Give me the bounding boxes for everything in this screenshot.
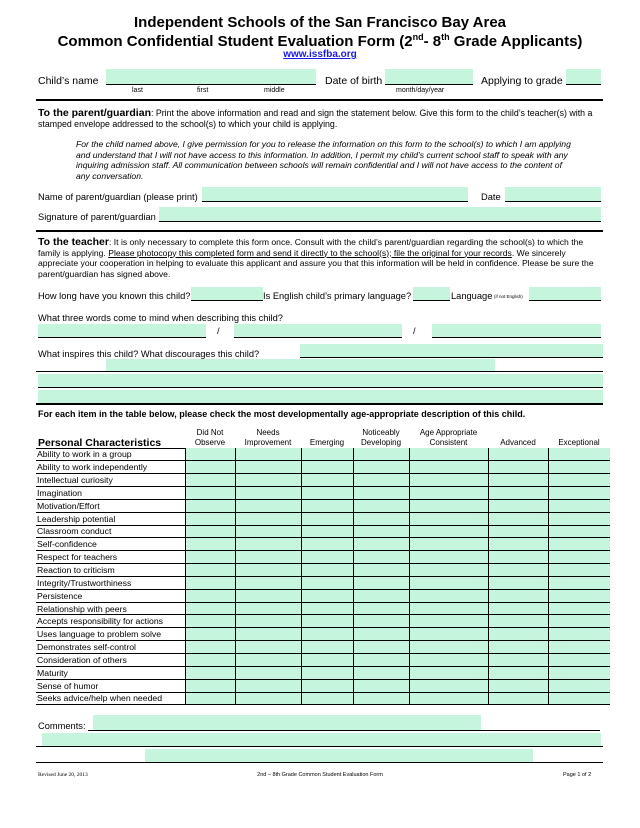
rating-cell[interactable] (235, 679, 301, 692)
characteristic-label: Maturity (36, 666, 185, 679)
rating-cell[interactable] (301, 589, 353, 602)
rating-cell[interactable] (353, 564, 409, 577)
rating-cell[interactable] (488, 654, 548, 667)
rating-cell[interactable] (185, 487, 235, 500)
answer-line (36, 746, 603, 747)
evaluation-table (36, 448, 610, 705)
rating-cell[interactable] (488, 512, 548, 525)
characteristic-label: Classroom conduct (36, 525, 185, 538)
table-row (36, 448, 610, 461)
language-label: Language (451, 291, 493, 301)
inspires-field-line1[interactable] (300, 344, 603, 358)
characteristic-label: Imagination (36, 487, 185, 500)
rating-cell[interactable] (301, 499, 353, 512)
rating-cell[interactable] (488, 474, 548, 487)
rating-cell[interactable] (548, 628, 610, 641)
dob-field[interactable] (385, 69, 473, 85)
rating-cell[interactable] (548, 551, 610, 564)
section-divider (36, 230, 603, 232)
rating-cell[interactable] (548, 589, 610, 602)
rating-cell[interactable] (409, 576, 488, 589)
parent-instructions: To the parent/guardian: Print the above information and read and sign the statement below. Give this form to the child’s teacher(s) with a stamped envelope addressed to the school(s) to which your child is applying. (38, 107, 593, 129)
child-name-field[interactable] (106, 69, 316, 85)
rating-cell[interactable] (488, 602, 548, 615)
rating-cell[interactable] (353, 602, 409, 615)
signature-field[interactable] (159, 207, 601, 222)
table-row (36, 628, 610, 641)
characteristic-label: Ability to work independently (36, 461, 185, 474)
rating-cell[interactable] (185, 538, 235, 551)
comments-field-line3[interactable] (145, 749, 533, 762)
rating-cell[interactable] (301, 448, 353, 461)
rating-cell[interactable] (235, 525, 301, 538)
table-row (36, 666, 610, 679)
evaluation-instruction: For each item in the table below, please check the most developmentally age-appropriate description of this child. (38, 409, 526, 419)
dob-sub: month/day/year (396, 87, 445, 94)
rating-cell[interactable] (409, 487, 488, 500)
rating-cell[interactable] (353, 589, 409, 602)
rating-cell[interactable] (548, 448, 610, 461)
rating-cell[interactable] (409, 692, 488, 705)
col-noticeably-developing: Noticeably Developing (360, 428, 402, 447)
rating-cell[interactable] (488, 525, 548, 538)
rating-cell[interactable] (353, 666, 409, 679)
characteristic-label: Reaction to criticism (36, 564, 185, 577)
rating-cell[interactable] (301, 602, 353, 615)
rating-cell[interactable] (409, 628, 488, 641)
rating-cell[interactable] (235, 576, 301, 589)
characteristic-label: Motivation/Effort (36, 499, 185, 512)
rating-cell[interactable] (235, 589, 301, 602)
rating-cell[interactable] (235, 692, 301, 705)
rating-cell[interactable] (488, 628, 548, 641)
table-row (36, 461, 610, 474)
rating-cell[interactable] (235, 628, 301, 641)
how-long-field[interactable] (191, 287, 263, 301)
rating-cell[interactable] (488, 448, 548, 461)
language-note: (if not English) (494, 294, 523, 299)
col-needs-improvement: Needs Improvement (244, 428, 292, 447)
inspires-field-line3[interactable] (38, 374, 603, 388)
name-sub-middle: middle (264, 87, 285, 94)
rating-cell[interactable] (353, 576, 409, 589)
parent-statement: For the child named above, I give permission for you to release the information on this form to the school(s) to which I am applying and understand that I will not have access to this information. In addition, I permit my child’s current school staff to speak with any inquiring admission staff. All communication between schools will remain confidential and I will not have access to the content of any conversation. (76, 139, 571, 181)
rating-cell[interactable] (353, 461, 409, 474)
table-row (36, 564, 610, 577)
table-row (36, 589, 610, 602)
rating-cell[interactable] (548, 615, 610, 628)
characteristic-label: Seeks advice/help when needed (36, 692, 185, 705)
rating-cell[interactable] (185, 615, 235, 628)
rating-cell[interactable] (185, 589, 235, 602)
signature-label: Signature of parent/guardian (38, 212, 156, 222)
characteristic-label: Self-confidence (36, 538, 185, 551)
rating-cell[interactable] (185, 576, 235, 589)
rating-cell[interactable] (185, 461, 235, 474)
rating-cell[interactable] (488, 538, 548, 551)
rating-cell[interactable] (353, 474, 409, 487)
rating-cell[interactable] (185, 551, 235, 564)
rating-cell[interactable] (409, 525, 488, 538)
characteristic-label: Demonstrates self-control (36, 641, 185, 654)
rating-cell[interactable] (409, 538, 488, 551)
rating-cell[interactable] (548, 487, 610, 500)
rating-cell[interactable] (301, 679, 353, 692)
rating-cell[interactable] (409, 589, 488, 602)
word-1-field[interactable] (38, 324, 206, 338)
rating-cell[interactable] (301, 461, 353, 474)
rating-cell[interactable] (301, 564, 353, 577)
rating-cell[interactable] (301, 512, 353, 525)
rating-cell[interactable] (235, 461, 301, 474)
three-words-label: What three words come to mind when describing this child? (38, 313, 283, 323)
rating-cell[interactable] (409, 512, 488, 525)
characteristic-label: Ability to work in a group (36, 448, 185, 461)
rating-cell[interactable] (548, 679, 610, 692)
rating-cell[interactable] (409, 666, 488, 679)
rating-cell[interactable] (409, 499, 488, 512)
rating-cell[interactable] (235, 474, 301, 487)
rating-cell[interactable] (353, 551, 409, 564)
rating-cell[interactable] (548, 692, 610, 705)
grade-label: Applying to grade (481, 75, 563, 87)
rating-cell[interactable] (185, 448, 235, 461)
rating-cell[interactable] (301, 654, 353, 667)
rating-cell[interactable] (409, 551, 488, 564)
rating-cell[interactable] (301, 615, 353, 628)
rating-cell[interactable] (488, 564, 548, 577)
col-age-appropriate: Age Appropriate Consistent (419, 428, 478, 447)
table-row (36, 525, 610, 538)
rating-cell[interactable] (409, 654, 488, 667)
rating-cell[interactable] (488, 679, 548, 692)
rating-cell[interactable] (548, 564, 610, 577)
dob-label: Date of birth (325, 75, 383, 87)
col-did-not-observe: Did Not Observe (194, 428, 226, 447)
rating-cell[interactable] (409, 602, 488, 615)
rating-cell[interactable] (235, 551, 301, 564)
rating-cell[interactable] (409, 448, 488, 461)
rating-cell[interactable] (235, 487, 301, 500)
rating-cell[interactable] (185, 679, 235, 692)
table-row (36, 692, 610, 705)
rating-cell[interactable] (301, 628, 353, 641)
rating-cell[interactable] (353, 628, 409, 641)
inspires-label: What inspires this child? What discourages this child? (38, 349, 260, 359)
rating-cell[interactable] (488, 589, 548, 602)
inspires-field-line2[interactable] (106, 359, 495, 371)
word-2-field[interactable] (234, 324, 402, 338)
rating-cell[interactable] (301, 666, 353, 679)
rating-cell[interactable] (488, 615, 548, 628)
characteristic-label: Integrity/Trustworthiness (36, 576, 185, 589)
rating-cell[interactable] (235, 538, 301, 551)
col-exceptional: Exceptional (558, 438, 600, 447)
rating-cell[interactable] (185, 666, 235, 679)
how-long-label: How long have you known this child? (38, 291, 191, 301)
col-emerging: Emerging (309, 438, 345, 447)
name-sub-last: last (132, 87, 143, 94)
rating-cell[interactable] (353, 615, 409, 628)
section-divider (36, 403, 603, 405)
rating-cell[interactable] (235, 499, 301, 512)
rating-cell[interactable] (548, 525, 610, 538)
characteristic-label: Consideration of others (36, 654, 185, 667)
rating-cell[interactable] (409, 679, 488, 692)
rating-cell[interactable] (548, 666, 610, 679)
rating-cell[interactable] (301, 474, 353, 487)
language-field[interactable] (529, 287, 601, 301)
rating-cell[interactable] (353, 512, 409, 525)
form-title-line1: Independent Schools of the San Francisco Bay Area (133, 14, 507, 31)
slash: / (217, 326, 220, 336)
rating-cell[interactable] (548, 641, 610, 654)
rating-cell[interactable] (235, 602, 301, 615)
answer-line (36, 762, 603, 763)
rating-cell[interactable] (488, 499, 548, 512)
characteristic-label: Accepts responsibility for actions (36, 615, 185, 628)
teacher-instructions: To the teacher: It is only necessary to complete this form once. Consult with the child’s parent/guardian regarding the school(s) to which the family is applying. Please photocopy this completed form and send it directly to the school(s); file the original for your records. We sincerely appreciate your cooperation in helping to evaluate this applicant and assure you that this information will be held in confidence. Please be sure the parent/guardian has signed above. (38, 236, 594, 279)
characteristic-label: Uses language to problem solve (36, 628, 185, 641)
rating-cell[interactable] (301, 641, 353, 654)
rating-cell[interactable] (301, 538, 353, 551)
parent-name-field[interactable] (202, 187, 468, 202)
rating-cell[interactable] (185, 474, 235, 487)
rating-cell[interactable] (548, 654, 610, 667)
footer-center: 2nd – 8th Grade Common Student Evaluation Form (257, 772, 383, 778)
inspires-field-line4[interactable] (38, 390, 603, 403)
rating-cell[interactable] (548, 602, 610, 615)
rating-cell[interactable] (301, 551, 353, 564)
answer-line (36, 371, 603, 372)
date-label: Date (481, 192, 501, 202)
table-row (36, 487, 610, 500)
comments-label: Comments: (38, 721, 86, 731)
comments-field-line1[interactable] (93, 715, 481, 730)
rating-cell[interactable] (353, 538, 409, 551)
rating-cell[interactable] (548, 538, 610, 551)
form-title-line2: Common Confidential Student Evaluation Form (2nd- 8th Grade Applicants) (57, 32, 583, 50)
rating-cell[interactable] (185, 499, 235, 512)
rating-cell[interactable] (353, 487, 409, 500)
characteristic-label: Persistence (36, 589, 185, 602)
rating-cell[interactable] (185, 602, 235, 615)
characteristic-label: Respect for teachers (36, 551, 185, 564)
table-row (36, 512, 610, 525)
rating-cell[interactable] (185, 525, 235, 538)
table-row (36, 615, 610, 628)
characteristic-label: Leadership potential (36, 512, 185, 525)
table-row (36, 474, 610, 487)
rating-cell[interactable] (353, 654, 409, 667)
characteristic-label: Intellectual curiosity (36, 474, 185, 487)
rating-cell[interactable] (235, 448, 301, 461)
website-link[interactable]: www.issfba.org (283, 49, 357, 60)
english-label: Is English child’s primary language? (263, 291, 412, 301)
slash: / (413, 326, 416, 336)
rating-cell[interactable] (235, 654, 301, 667)
personal-characteristics-header: Personal Characteristics (38, 437, 162, 449)
rating-cell[interactable] (488, 692, 548, 705)
table-row (36, 641, 610, 654)
table-row (36, 602, 610, 615)
table-row (36, 551, 610, 564)
rating-cell[interactable] (235, 666, 301, 679)
name-sub-first: first (197, 87, 209, 94)
comments-field-line2[interactable] (42, 733, 601, 746)
english-field[interactable] (413, 287, 450, 301)
rating-cell[interactable] (353, 641, 409, 654)
rating-cell[interactable] (488, 461, 548, 474)
rating-cell[interactable] (548, 499, 610, 512)
rating-cell[interactable] (488, 576, 548, 589)
rating-cell[interactable] (548, 576, 610, 589)
rating-cell[interactable] (409, 474, 488, 487)
rating-cell[interactable] (548, 512, 610, 525)
answer-line (88, 730, 600, 731)
rating-cell[interactable] (301, 576, 353, 589)
child-name-label: Child’s name (38, 75, 99, 87)
rating-cell[interactable] (409, 564, 488, 577)
table-row (36, 499, 610, 512)
grade-field[interactable] (566, 69, 601, 85)
characteristic-label: Sense of humor (36, 679, 185, 692)
rating-cell[interactable] (185, 654, 235, 667)
rating-cell[interactable] (185, 692, 235, 705)
table-row (36, 538, 610, 551)
rating-cell[interactable] (409, 461, 488, 474)
parent-name-label: Name of parent/guardian (please print) (38, 192, 198, 202)
rating-cell[interactable] (235, 615, 301, 628)
rating-cell[interactable] (353, 692, 409, 705)
rating-cell[interactable] (185, 564, 235, 577)
rating-cell[interactable] (353, 448, 409, 461)
section-divider (36, 99, 603, 101)
rating-cell[interactable] (235, 641, 301, 654)
rating-cell[interactable] (185, 512, 235, 525)
col-advanced: Advanced (500, 438, 536, 447)
table-row (36, 679, 610, 692)
rating-cell[interactable] (548, 474, 610, 487)
rating-cell[interactable] (548, 461, 610, 474)
rating-cell[interactable] (353, 525, 409, 538)
rating-cell[interactable] (409, 641, 488, 654)
rating-cell[interactable] (488, 551, 548, 564)
footer-page: Page 1 of 2 (563, 772, 592, 778)
word-3-field[interactable] (432, 324, 601, 338)
rating-cell[interactable] (301, 692, 353, 705)
rating-cell[interactable] (235, 512, 301, 525)
characteristic-label: Relationship with peers (36, 602, 185, 615)
rating-cell[interactable] (301, 487, 353, 500)
rating-cell[interactable] (353, 679, 409, 692)
rating-cell[interactable] (488, 666, 548, 679)
rating-cell[interactable] (409, 615, 488, 628)
rating-cell[interactable] (301, 525, 353, 538)
footer-revised: Revised June 20, 2013 (38, 772, 88, 778)
rating-cell[interactable] (235, 564, 301, 577)
rating-cell[interactable] (488, 487, 548, 500)
table-row (36, 576, 610, 589)
date-field[interactable] (505, 187, 601, 202)
rating-cell[interactable] (353, 499, 409, 512)
rating-cell[interactable] (488, 641, 548, 654)
table-row (36, 654, 610, 667)
rating-cell[interactable] (185, 628, 235, 641)
rating-cell[interactable] (185, 641, 235, 654)
